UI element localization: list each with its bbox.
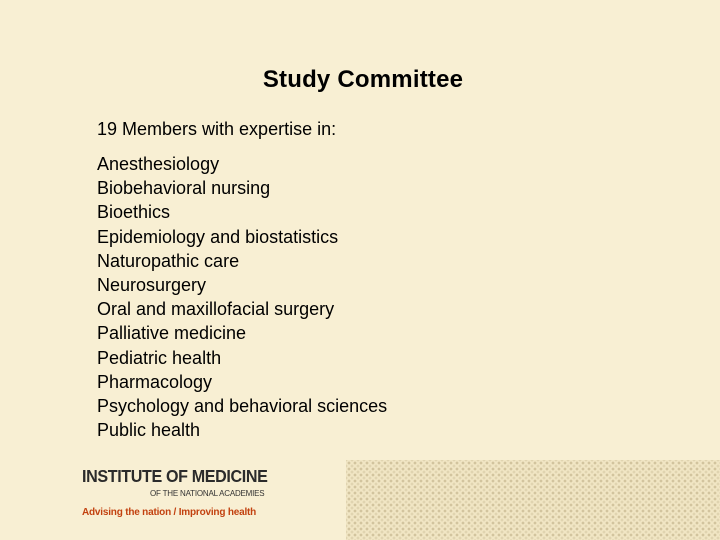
expertise-item: Public health <box>97 420 201 441</box>
committee-subtitle: 19 Members with expertise in: <box>97 119 337 139</box>
expertise-item: Oral and maxillofacial surgery <box>97 299 335 320</box>
expertise-item: Palliative medicine <box>97 323 247 344</box>
expertise-list <box>97 152 387 442</box>
expertise-item: Anesthesiology <box>97 154 220 174</box>
logo-main-text: INSTITUTE OF MEDICINE <box>82 466 268 486</box>
expertise-item: Pharmacology <box>97 371 213 392</box>
expertise-item: Bioethics <box>97 202 171 223</box>
expertise-item: Biobehavioral nursing <box>97 178 271 199</box>
expertise-item: Epidemiology and biostatistics <box>97 226 339 247</box>
iom-logo <box>82 466 302 526</box>
slide-title: Study Committee <box>262 66 464 93</box>
logo-tagline: Advising the nation / Improving health <box>82 507 257 518</box>
expertise-item: Psychology and behavioral sciences <box>97 396 388 417</box>
expertise-item: Pediatric health <box>97 347 222 368</box>
logo-sub-text: OF THE NATIONAL ACADEMIES <box>150 489 265 498</box>
expertise-item: Naturopathic care <box>97 250 240 271</box>
decorative-pattern <box>346 460 720 540</box>
expertise-item: Neurosurgery <box>97 275 207 296</box>
